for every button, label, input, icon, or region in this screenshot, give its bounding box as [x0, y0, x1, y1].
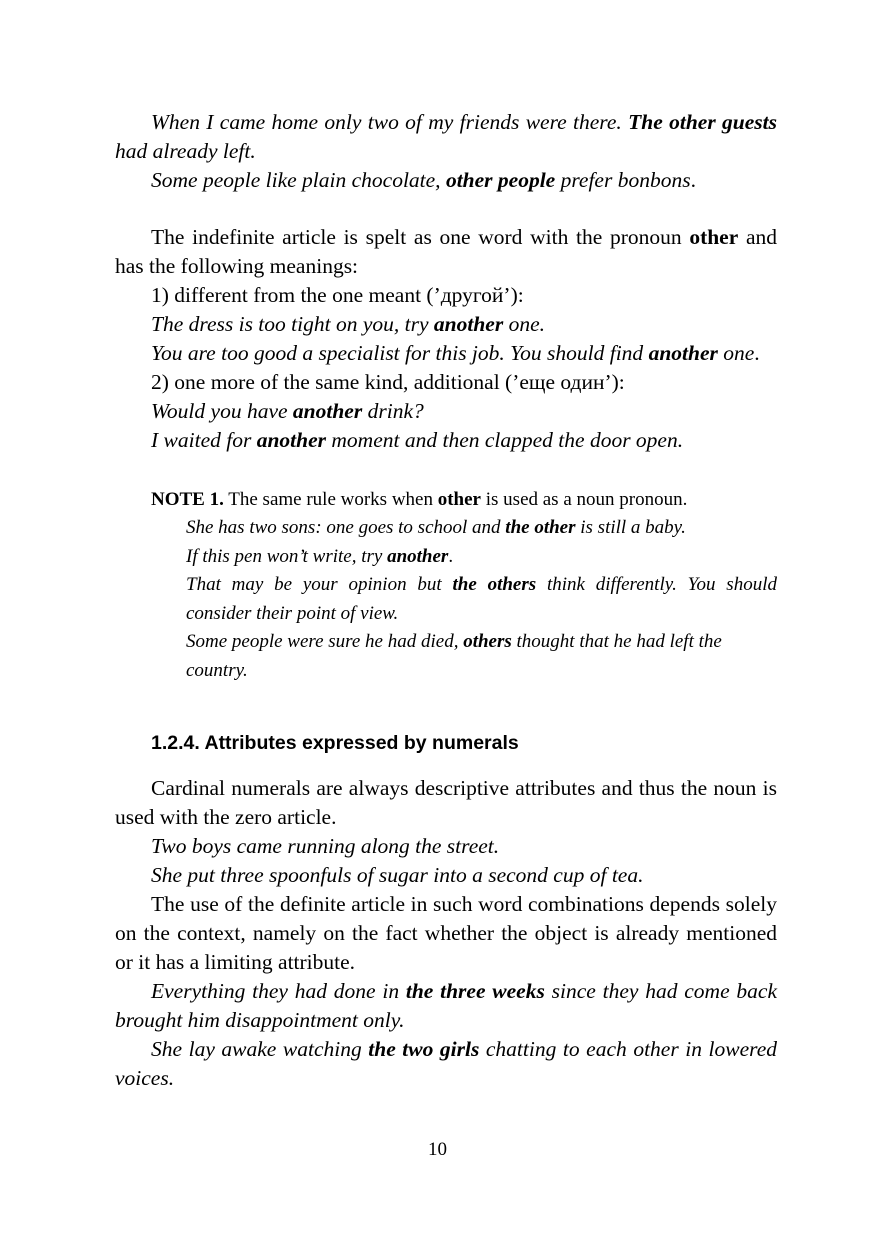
example-three-spoonfuls: She put three spoonfuls of sugar into a second cup of tea. [151, 862, 644, 887]
example-other-guests: When I came home only two of my friends were there. The other guests had already left. [115, 110, 778, 163]
note-heading: NOTE 1. The same rule works when other is used as a noun pronoun. [151, 489, 688, 510]
example-another-specialist: You are too good a specialist for this job. You should find another one. [151, 341, 760, 365]
note-example-another: If this pen won’t write, try another. [186, 545, 454, 567]
section-heading: 1.2.4. Attributes expressed by numerals [151, 731, 519, 754]
example-another-dress: The dress is too tight on you, try another one. [151, 312, 545, 336]
meaning-1: 1) different from the one meant (’другой’): [151, 283, 524, 307]
example-another-moment: I waited for another moment and then clapped the door open. [151, 428, 684, 452]
meaning-2: 2) one more of the same kind, additional (’еще один’): [151, 370, 625, 394]
example-other-people: Some people like plain chocolate, other people prefer bonbons. [151, 168, 696, 192]
note-block [115, 486, 777, 686]
note-example-the-others: That may be your opinion but the others think differently. You should consider their point of view. [186, 574, 777, 624]
spacer [115, 195, 777, 223]
note-example-the-other: She has two sons: one goes to school and the other is still a baby. [186, 517, 686, 538]
example-two-girls: She lay awake watching the two girls chatting to each other in lowered voices. [115, 1036, 777, 1090]
page-number: 10 [428, 1139, 447, 1160]
note-example-others: Some people were sure he had died, others thought that he had left the country. [186, 631, 722, 681]
page-content [115, 108, 777, 1093]
example-three-weeks: Everything they had done in the three weeks since they had come back brought him disappointment only. [115, 978, 777, 1032]
paragraph-definite-article: The use of the definite article in such word combinations depends solely on the context, namely on the fact whether the object is already mentioned or it has a limiting attribute. [115, 891, 777, 974]
example-two-boys: Two boys came running along the street. [151, 833, 500, 858]
paragraph-cardinal-numerals: Cardinal numerals are always descriptive attributes and thus the noun is used with the zero article. [115, 775, 777, 829]
spacer [115, 455, 777, 486]
indefinite-article-rule: The indefinite article is spelt as one word with the pronoun other and has the following meanings: [115, 225, 777, 278]
example-another-drink: Would you have another drink? [151, 399, 424, 423]
